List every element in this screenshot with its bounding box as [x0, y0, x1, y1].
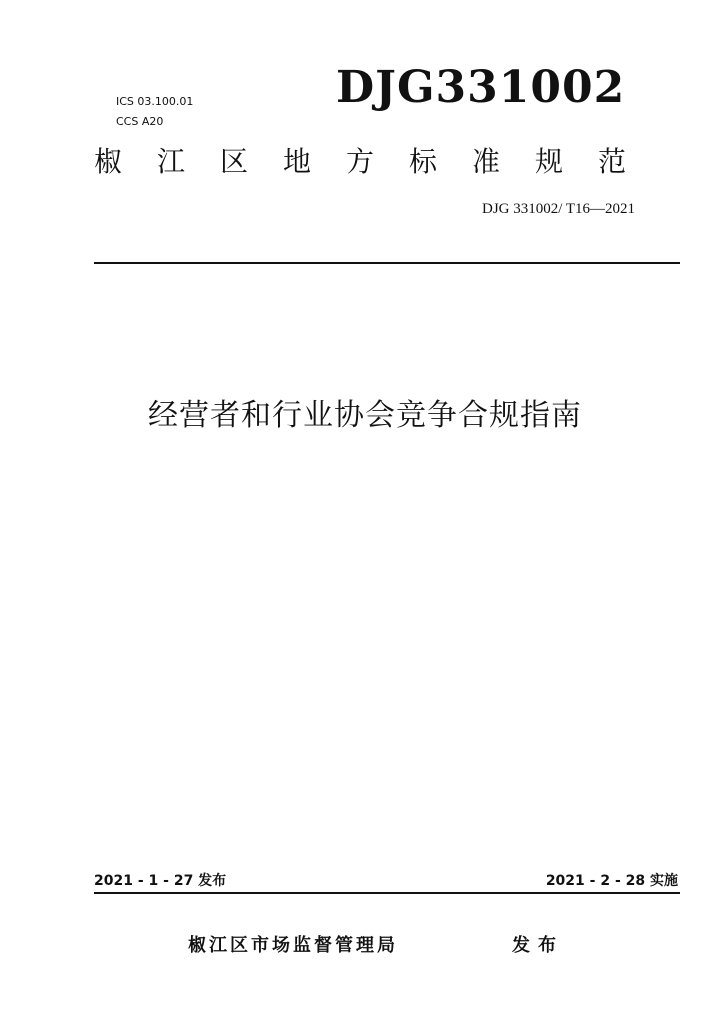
- standard-level-title: 椒江区地方标准规范: [94, 145, 662, 178]
- issue-label: 发布: [512, 935, 564, 956]
- issuing-authority: 椒江区市场监督管理局: [188, 935, 398, 956]
- bottom-divider: [94, 892, 680, 894]
- ics-code: ICS 03.100.01: [116, 95, 194, 108]
- top-divider: [94, 262, 680, 264]
- ccs-code: CCS A20: [116, 115, 164, 128]
- effective-date: 2021 - 2 - 28 实施: [545, 873, 678, 889]
- document-title: 经营者和行业协会竞争合规指南: [148, 398, 582, 433]
- publish-date: 2021 - 1 - 27 发布: [94, 873, 227, 889]
- standard-number: DJG 331002/ T16—2021: [482, 201, 636, 217]
- document-code: DJG331002: [336, 62, 626, 113]
